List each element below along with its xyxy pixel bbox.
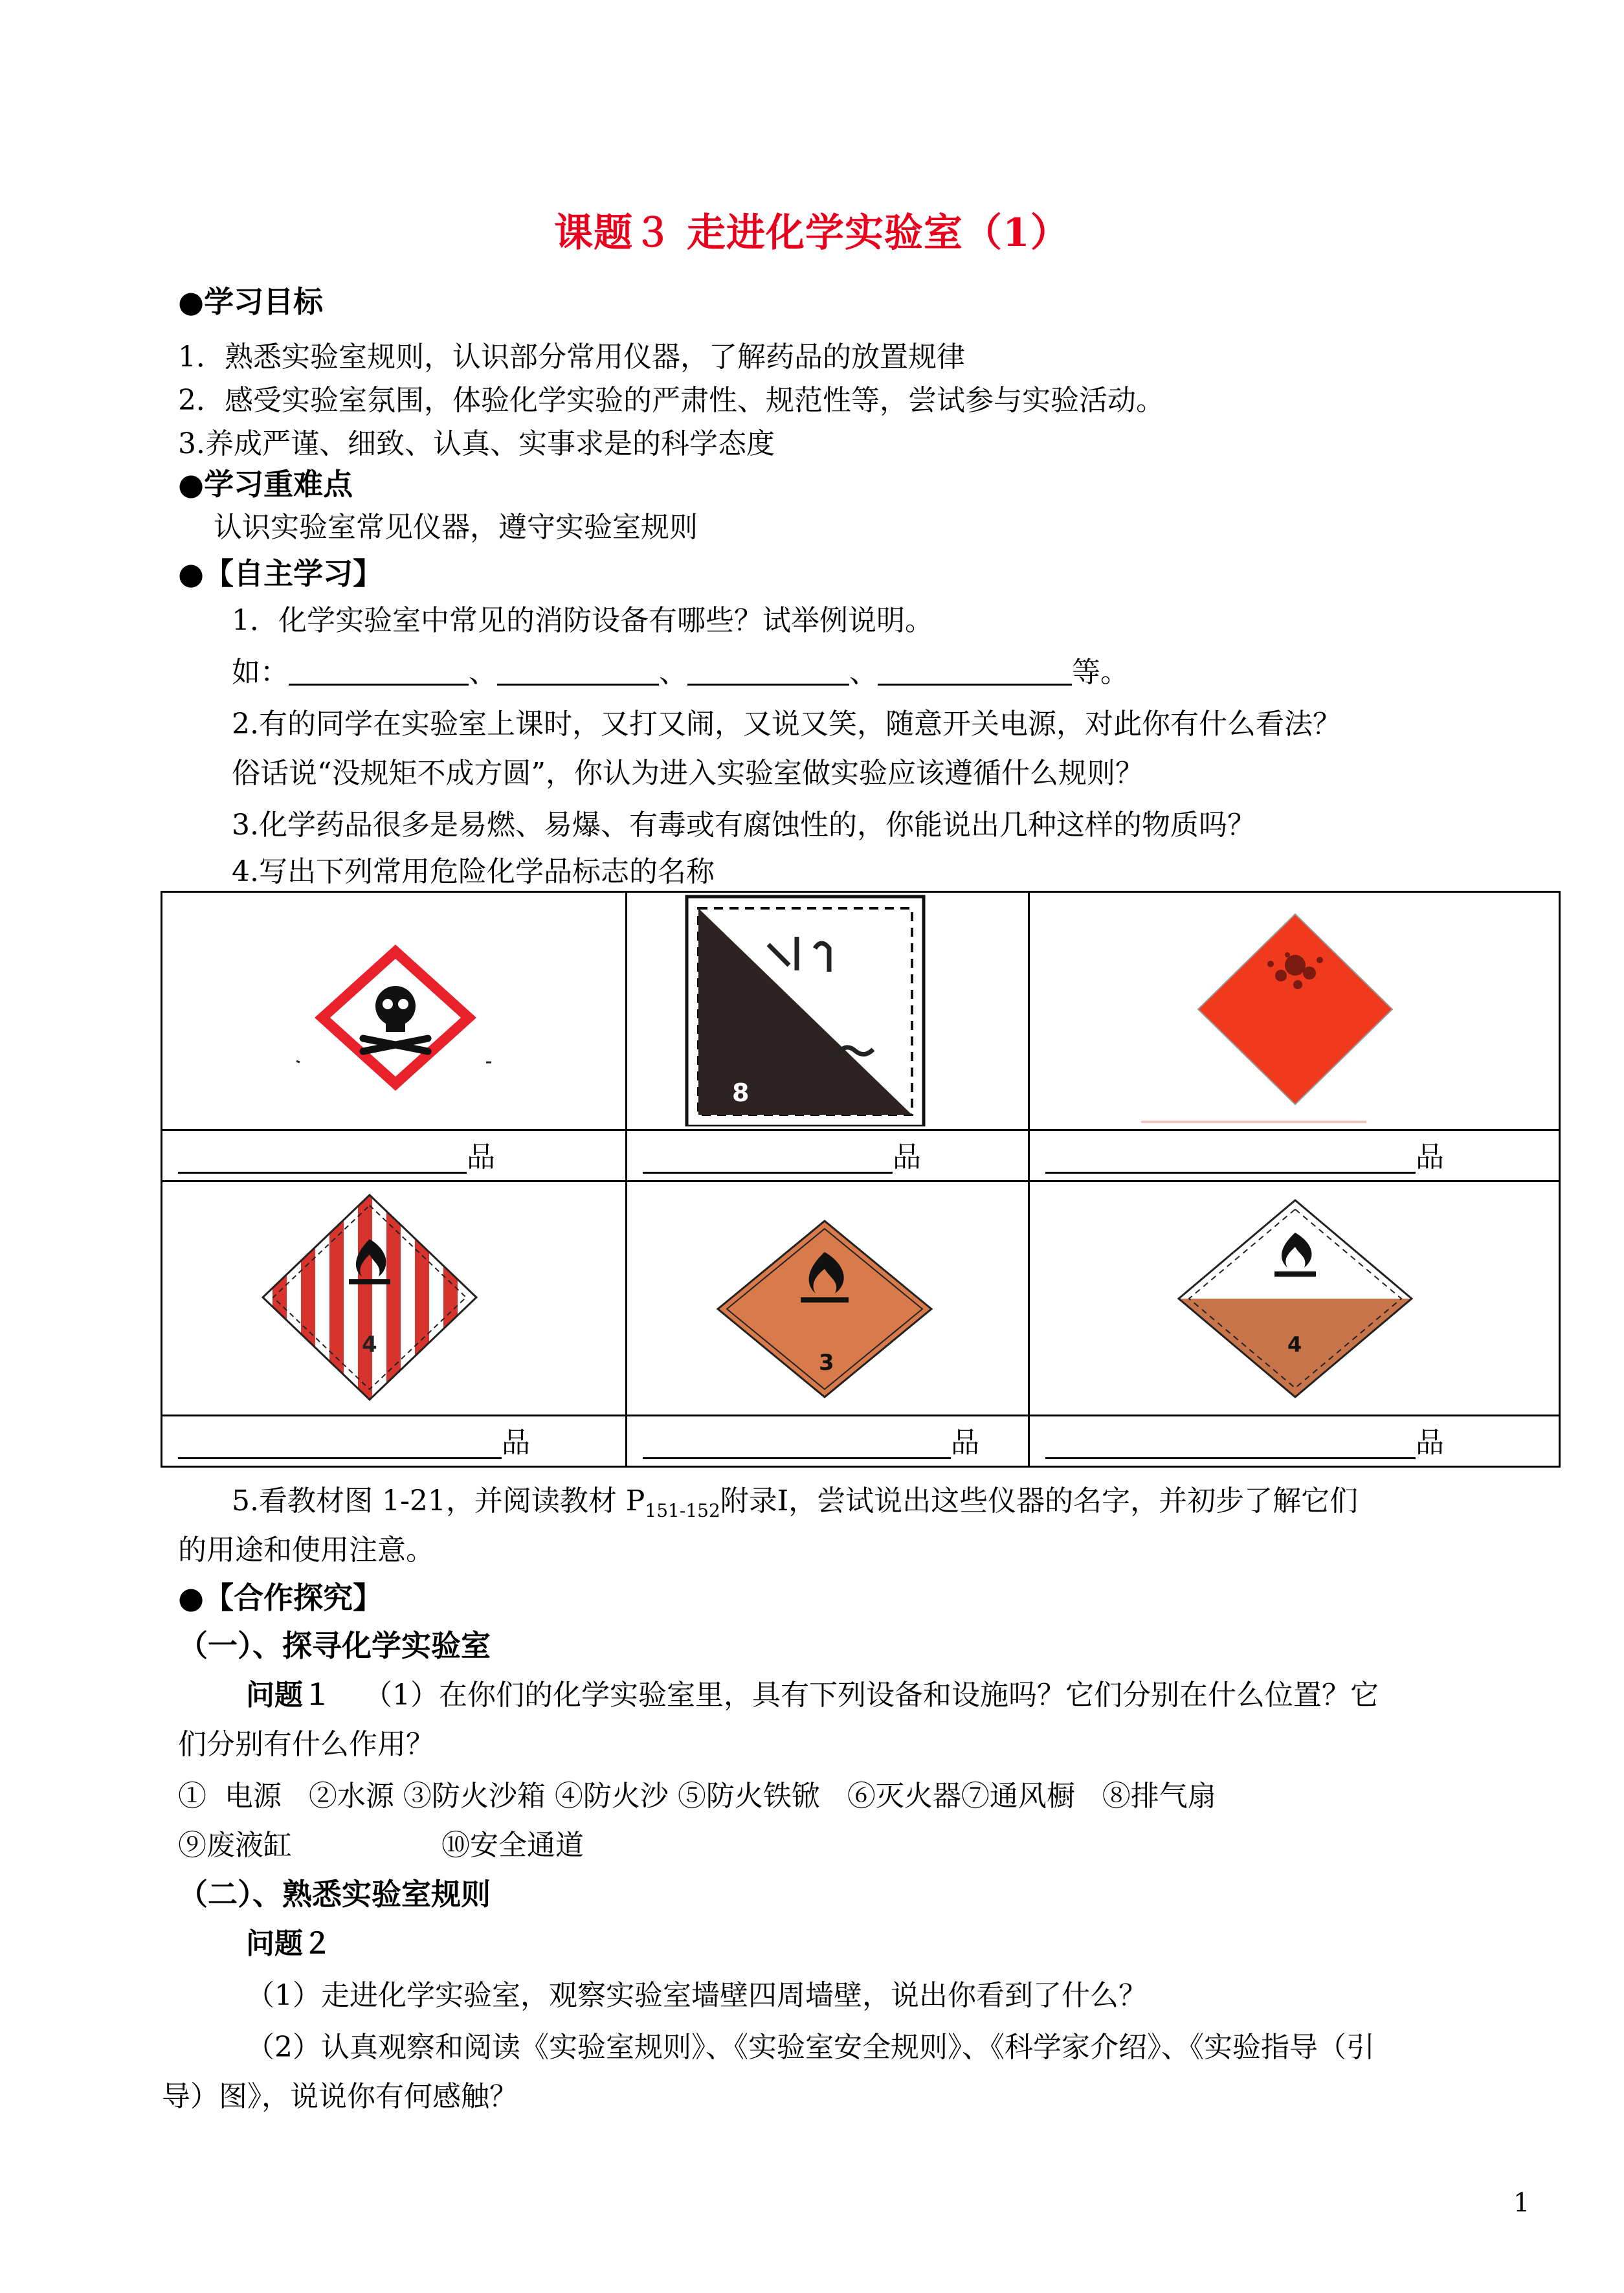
section-1-heading: （一）、探寻化学实验室 bbox=[178, 1628, 491, 1663]
sign-suffix: 品 bbox=[1416, 1141, 1444, 1174]
sign-label-cell bbox=[627, 1416, 1029, 1467]
sign-label-cell bbox=[627, 1130, 1029, 1181]
page-title: 课题３ 走进化学实验室（1） bbox=[554, 210, 1070, 256]
answer-blank[interactable] bbox=[289, 658, 469, 686]
hazard-sign-table bbox=[161, 891, 1561, 1468]
sign-cell bbox=[162, 1181, 627, 1416]
question-5-line-2: 的用途和使用注意。 bbox=[178, 1534, 434, 1567]
class-number: 8 bbox=[732, 1079, 750, 1107]
sign-suffix: 品 bbox=[467, 1141, 495, 1174]
sign-suffix: 品 bbox=[1416, 1426, 1444, 1459]
sign-suffix: 品 bbox=[951, 1426, 979, 1459]
sign-label-cell bbox=[1029, 1130, 1560, 1181]
facilities-list: ① 电源 ②水源 ③防火沙箱 ④防火沙 ⑤防火铁锨 ⑥灭火器⑦通风橱 ⑧排气扇 bbox=[178, 1780, 1216, 1813]
q5-page-range: 151-152 bbox=[645, 1500, 720, 1521]
sign-suffix: 品 bbox=[502, 1426, 530, 1459]
q1-separator: 、 bbox=[469, 656, 497, 689]
question-4: 4.写出下列常用危险化学品标志的名称 bbox=[232, 855, 715, 888]
q1-separator: 、 bbox=[849, 656, 878, 689]
problem-2-label: 问题２ bbox=[246, 1927, 331, 1960]
explosive-icon bbox=[1030, 893, 1561, 1126]
problem-2-question-1: （1）走进化学实验室，观察实验室墙壁四周墙壁，说出你看到了什么？ bbox=[246, 1979, 1147, 2012]
sign-label-cell bbox=[162, 1130, 627, 1181]
q1-prefix: 如： bbox=[232, 656, 289, 689]
problem-1-line-1 bbox=[246, 1672, 1379, 1713]
objective-2: 2．感受实验室氛围，体验化学实验的严肃性、规范性等，尝试参与实验活动。 bbox=[178, 384, 1164, 417]
problem-1-label: 问题１ bbox=[246, 1679, 331, 1712]
facility-waste-tank: ⑨废液缸 bbox=[178, 1829, 292, 1862]
spontaneously-combustible-class-4-icon bbox=[1030, 1182, 1561, 1412]
answer-blank[interactable] bbox=[643, 1456, 951, 1459]
class-number: 3 bbox=[819, 1350, 834, 1376]
problem-1-line-2: 们分别有什么作用？ bbox=[178, 1728, 434, 1761]
q5-text-a: 5.看教材图 1-21，并阅读教材 P bbox=[232, 1484, 645, 1517]
page-number: 1 bbox=[1513, 2188, 1530, 2218]
answer-blank[interactable] bbox=[178, 1456, 502, 1459]
question-2-line-2: 俗话说“没规矩不成方圆”，你认为进入实验室做实验应该遵循什么规则？ bbox=[232, 757, 1144, 790]
objectives-heading: ●学习目标 bbox=[178, 284, 324, 319]
key-points-heading: ●学习重难点 bbox=[178, 467, 353, 502]
sign-label-cell bbox=[162, 1416, 627, 1467]
q5-text-b: 附录Ⅰ，尝试说出这些仪器的名字，并初步了解它们 bbox=[720, 1484, 1359, 1517]
q1-suffix: 等。 bbox=[1072, 656, 1129, 689]
question-1-blanks bbox=[232, 649, 1129, 690]
answer-blank[interactable] bbox=[687, 658, 849, 686]
cooperation-heading: ●【合作探究】 bbox=[178, 1580, 383, 1615]
sign-label-cell bbox=[1029, 1416, 1560, 1467]
problem-1-text: （1）在你们的化学实验室里，具有下列设备和设施吗？它们分别在什么位置？它 bbox=[364, 1679, 1379, 1712]
problem-2-question-2-line-1: （2）认真观察和阅读《实验室规则》、《实验室安全规则》、《科学家介绍》、《实验指导（引 bbox=[246, 2031, 1375, 2064]
sign-cell bbox=[1029, 892, 1560, 1130]
corrosive-class-8-icon bbox=[627, 893, 1030, 1126]
key-points-text: 认识实验室常见仪器，遵守实验室规则 bbox=[214, 511, 698, 544]
sign-cell bbox=[162, 892, 627, 1130]
question-5-line-1 bbox=[232, 1477, 1358, 1521]
section-2-heading: （二）、熟悉实验室规则 bbox=[178, 1877, 491, 1912]
class-number: 4 bbox=[1287, 1332, 1302, 1357]
answer-blank[interactable] bbox=[178, 1170, 467, 1174]
sign-cell bbox=[627, 1181, 1029, 1416]
sign-cell bbox=[627, 892, 1029, 1130]
class-number: 4 bbox=[362, 1332, 377, 1358]
question-3: 3.化学药品很多是易燃、易爆、有毒或有腐蚀性的，你能说出几种这样的物质吗？ bbox=[232, 809, 1256, 842]
answer-blank[interactable] bbox=[878, 658, 1072, 686]
answer-blank[interactable] bbox=[1045, 1170, 1416, 1174]
question-1: 1．化学实验室中常见的消防设备有哪些？试举例说明。 bbox=[232, 604, 933, 637]
self-study-heading: ●【自主学习】 bbox=[178, 556, 383, 591]
question-2-line-1: 2.有的同学在实验室上课时，又打又闹，又说又笑，随意开关电源，对此你有什么看法？ bbox=[232, 708, 1341, 741]
q1-separator: 、 bbox=[659, 656, 687, 689]
facility-safety-exit: ⑩安全通道 bbox=[441, 1829, 584, 1862]
answer-blank[interactable] bbox=[643, 1170, 893, 1174]
flammable-solid-class-4-icon bbox=[162, 1182, 627, 1412]
answer-blank[interactable] bbox=[1045, 1456, 1416, 1459]
problem-2-question-2-line-2: 导）图》，说说你有何感触？ bbox=[162, 2080, 518, 2113]
answer-blank[interactable] bbox=[497, 658, 659, 686]
toxic-skull-crossbones-icon bbox=[162, 893, 627, 1126]
objective-1: 1．熟悉实验室规则，认识部分常用仪器，了解药品的放置规律 bbox=[178, 341, 965, 374]
flammable-liquid-class-3-icon bbox=[627, 1182, 1030, 1412]
sign-cell bbox=[1029, 1181, 1560, 1416]
objective-3: 3.养成严谨、细致、认真、实事求是的科学态度 bbox=[178, 427, 775, 460]
sign-suffix: 品 bbox=[893, 1141, 921, 1174]
